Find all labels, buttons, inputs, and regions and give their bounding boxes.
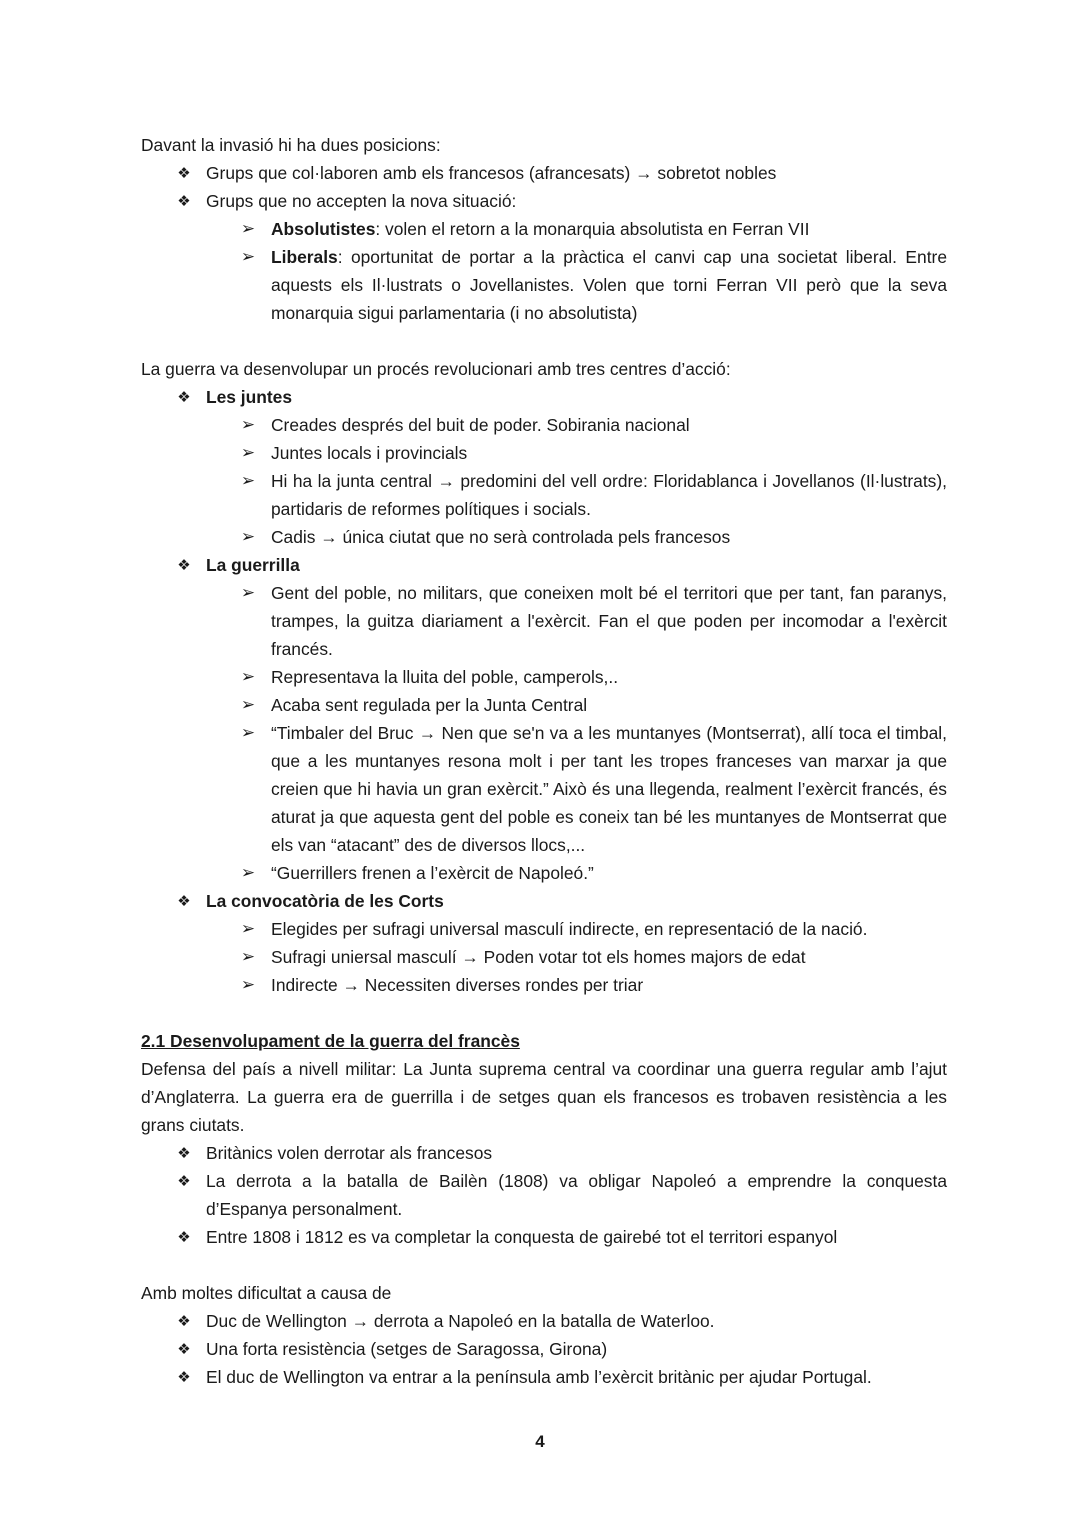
arrowhead-bullet-icon: ➢ — [240, 415, 256, 435]
sub-list-item: ➢ Sufragi uniersal masculí → Poden votar tot els homes majors de edat — [141, 943, 947, 971]
section-paragraph: Defensa del país a nivell militar: La Junta suprema central va coordinar una guerra regular amb l’ajut d’Anglaterra. La guerra era de guerrilla i de setges quan els francesos es trobaven resistència a les grans ciutats. — [141, 1059, 947, 1135]
section-heading: 2.1 Desenvolupament de la guerra del francès — [141, 1031, 520, 1051]
arrowhead-bullet-icon: ➢ — [240, 527, 256, 547]
diamond-cross-bullet-icon: ❖ — [177, 164, 191, 182]
arrowhead-bullet-icon: ➢ — [240, 471, 256, 491]
arrowhead-bullet-icon: ➢ — [240, 975, 256, 995]
arrowhead-bullet-icon: ➢ — [240, 667, 256, 687]
arrowhead-bullet-icon: ➢ — [240, 583, 256, 603]
sub-list-item: ➢ Elegides per sufragi universal masculí indirecte, en representació de la nació. — [141, 915, 947, 943]
arrowhead-bullet-icon: ➢ — [240, 247, 256, 267]
diamond-cross-bullet-icon: ❖ — [177, 1172, 191, 1190]
page-number: 4 — [535, 1432, 545, 1451]
sub-list-item: ➢ Juntes locals i provincials — [141, 439, 947, 467]
arrowhead-bullet-icon: ➢ — [240, 695, 256, 715]
sub-list-item: ➢ Absolutistes: volen el retorn a la monarquia absolutista en Ferran VII — [141, 215, 947, 243]
arrowhead-bullet-icon: ➢ — [240, 723, 256, 743]
diamond-cross-bullet-icon: ❖ — [177, 1340, 191, 1358]
list-item: ❖ Grups que col·laboren amb els francesos (afrancesats) → sobretot nobles — [141, 159, 947, 187]
list-item: ❖ Entre 1808 i 1812 es va completar la conquesta de gairebé tot el territori espanyol — [141, 1223, 947, 1251]
arrowhead-bullet-icon: ➢ — [240, 219, 256, 239]
list-item: ❖ La guerrilla — [141, 551, 947, 579]
sub-list-item: ➢ Cadis → única ciutat que no serà controlada pels francesos — [141, 523, 947, 551]
diamond-cross-bullet-icon: ❖ — [177, 1312, 191, 1330]
list-item: ❖ El duc de Wellington va entrar a la península amb l’exèrcit britànic per ajudar Portugal. — [141, 1363, 947, 1391]
diamond-cross-bullet-icon: ❖ — [177, 1368, 191, 1386]
diamond-cross-bullet-icon: ❖ — [177, 892, 191, 910]
sub-list-item: ➢ Representava la lluita del poble, camperols,.. — [141, 663, 947, 691]
diamond-cross-bullet-icon: ❖ — [177, 1144, 191, 1162]
list-item: ❖ Les juntes — [141, 383, 947, 411]
diamond-cross-bullet-icon: ❖ — [177, 1228, 191, 1246]
arrowhead-bullet-icon: ➢ — [240, 947, 256, 967]
sub-list-item: ➢ Indirecte → Necessiten diverses rondes per triar — [141, 971, 947, 999]
document-body — [141, 131, 947, 1391]
sub-list-item: ➢ Creades després del buit de poder. Sobirania nacional — [141, 411, 947, 439]
guerra-paragraph: La guerra va desenvolupar un procés revolucionari amb tres centres d’acció: — [141, 359, 731, 379]
sub-list-item: ➢ “Timbaler del Bruc → Nen que se'n va a les muntanyes (Montserrat), allí toca el timbal, que a les muntanyes resona molt i per tant les tropes franceses van marxar ja que creien que hi havia un gran exèrcit.” Això és una llegenda, realment l’exèrcit francés, és aturat ja que aquesta gent del poble es coneix tan bé les muntanyes de Montserrat que els van “atacant” des de diversos llocs,... — [141, 719, 947, 859]
sub-list-item: ➢ Hi ha la junta central → predomini del vell ordre: Floridablanca i Jovellanos (Il·lustrats), partidaris de reformes polítiques i socials. — [141, 467, 947, 523]
arrowhead-bullet-icon: ➢ — [240, 863, 256, 883]
dificultat-paragraph: Amb moltes dificultat a causa de — [141, 1283, 392, 1303]
list-item: ❖ Britànics volen derrotar als francesos — [141, 1139, 947, 1167]
list-item: ❖ La convocatòria de les Corts — [141, 887, 947, 915]
list-item: ❖ La derrota a la batalla de Bailèn (1808) va obligar Napoleó a emprendre la conquesta d’Espanya personalment. — [141, 1167, 947, 1223]
list-item: ❖ Una forta resistència (setges de Saragossa, Girona) — [141, 1335, 947, 1363]
diamond-cross-bullet-icon: ❖ — [177, 388, 191, 406]
sub-list-item: ➢ “Guerrillers frenen a l’exèrcit de Napoleó.” — [141, 859, 947, 887]
arrowhead-bullet-icon: ➢ — [240, 919, 256, 939]
list-item: ❖ Duc de Wellington → derrota a Napoleó en la batalla de Waterloo. — [141, 1307, 947, 1335]
intro-paragraph: Davant la invasió hi ha dues posicions: — [141, 135, 441, 155]
list-item: ❖ Grups que no accepten la nova situació: — [141, 187, 947, 215]
sub-list-item: ➢ Liberals: oportunitat de portar a la pràctica el canvi cap una societat liberal. Entre aquests els Il·lustrats o Jovellanistes. Volen que torni Ferran VII però que la seva monarquia sigui parlamentaria (i no absolutista) — [141, 243, 947, 327]
arrowhead-bullet-icon: ➢ — [240, 443, 256, 463]
diamond-cross-bullet-icon: ❖ — [177, 556, 191, 574]
sub-list-item: ➢ Gent del poble, no militars, que coneixen molt bé el territori que per tant, fan paranys, trampes, la guitza diariament a l'exèrcit. Fan el que poden per incomodar a l'exèrcit francés. — [141, 579, 947, 663]
sub-list-item: ➢ Acaba sent regulada per la Junta Central — [141, 691, 947, 719]
diamond-cross-bullet-icon: ❖ — [177, 192, 191, 210]
